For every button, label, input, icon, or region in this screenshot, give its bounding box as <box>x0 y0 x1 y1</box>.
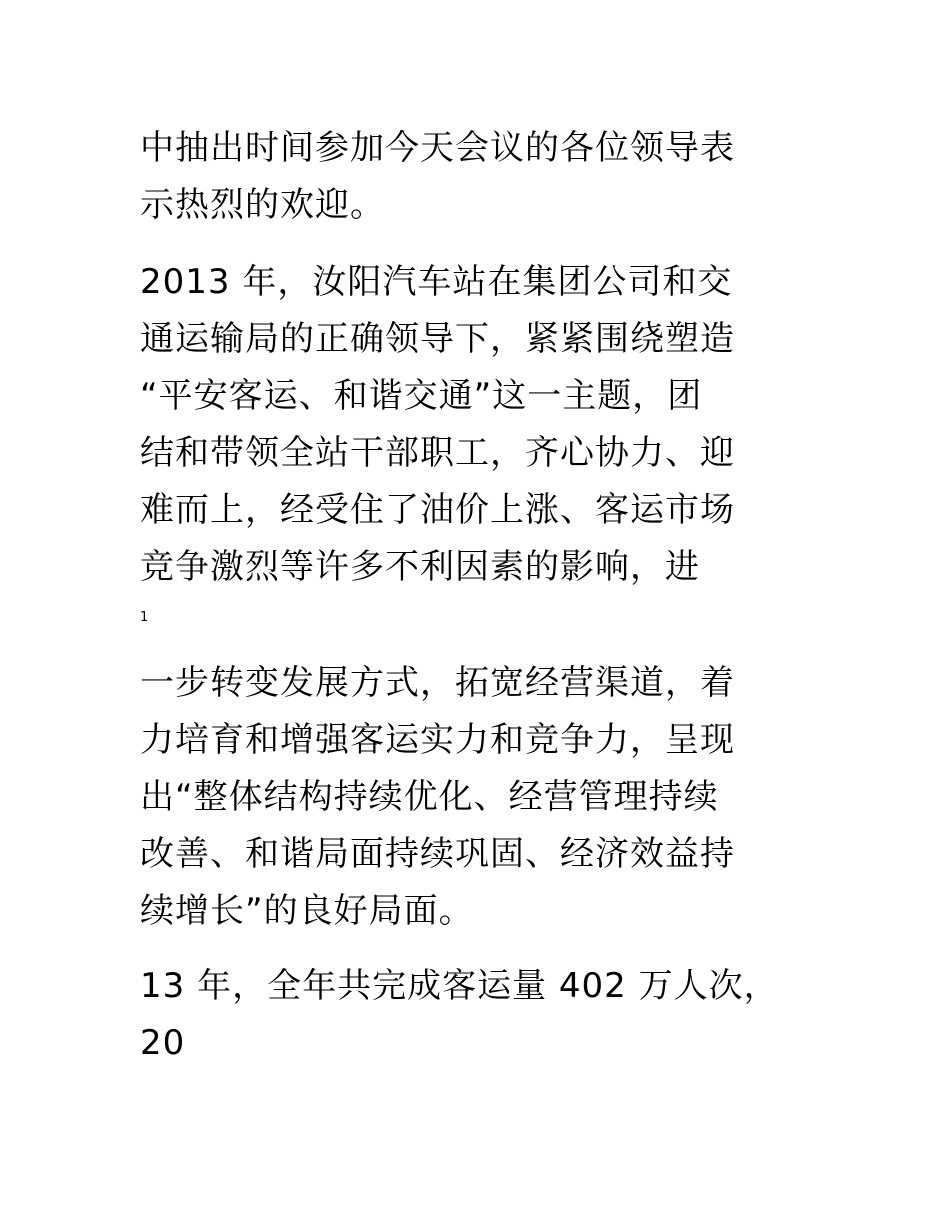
paragraph-2-line-6: 竞争激烈等许多不利因素的影响，进 <box>140 547 700 587</box>
paragraph-1-line-1: 中抽出时间参加今天会议的各位领导表 <box>140 128 735 168</box>
paragraph-2-line-4: 结和带领全站干部职工，齐心协力、迎 <box>140 433 735 473</box>
paragraph-4-line-2: 20 <box>140 1023 186 1063</box>
paragraph-2-line-5: 难而上，经受住了油价上涨、客运市场 <box>140 490 735 530</box>
paragraph-2-line-3: “平安客运、和谐交通”这一主题，团 <box>140 376 703 416</box>
paragraph-3-line-4: 改善、和谐局面持续巩固、经济效益持 <box>140 834 735 874</box>
page-number: 1 <box>140 610 149 625</box>
paragraph-3-line-3: 出“整体结构持续优化、经营管理持续 <box>140 777 719 817</box>
paragraph-3-line-2: 力培育和增强客运实力和竞争力，呈现 <box>140 720 735 760</box>
paragraph-3-line-1: 一步转变发展方式，拓宽经营渠道，着 <box>140 663 735 703</box>
paragraph-2-line-1: 2013 年，汝阳汽车站在集团公司和交 <box>140 262 733 302</box>
paragraph-4-line-1: 13 年，全年共完成客运量 402 万人次， <box>140 966 779 1006</box>
paragraph-3-line-5: 续增长”的良好局面。 <box>140 891 474 931</box>
paragraph-1-line-2: 示热烈的欢迎。 <box>140 185 385 225</box>
paragraph-2-line-2: 通运输局的正确领导下，紧紧围绕塑造 <box>140 319 735 359</box>
